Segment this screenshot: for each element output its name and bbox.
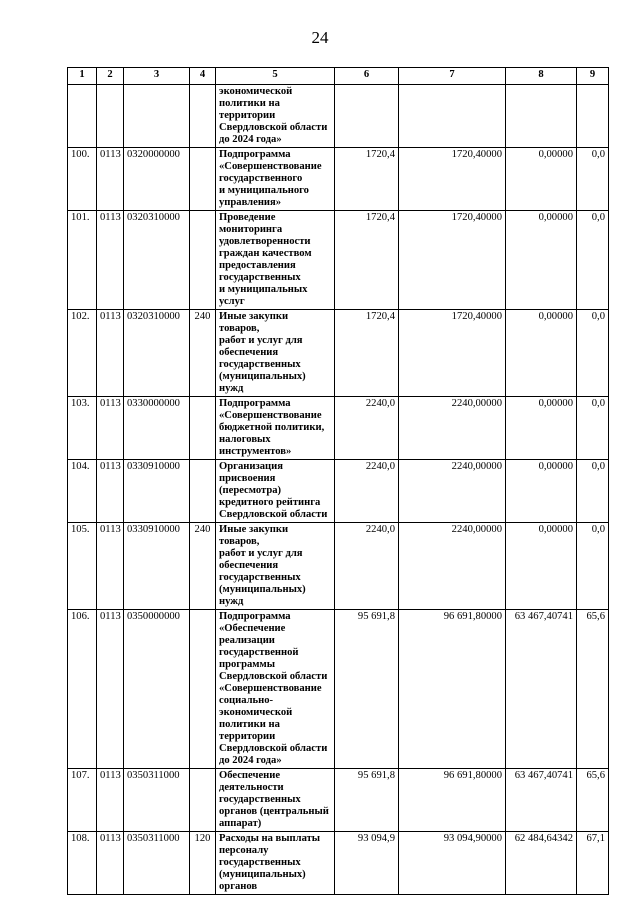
executed-amount-cell: 0,00000 bbox=[506, 397, 577, 460]
row-number-cell: 106. bbox=[68, 610, 97, 769]
adjusted-amount-cell: 93 094,90000 bbox=[399, 832, 506, 895]
name-line: «Совершенствование bbox=[219, 683, 322, 694]
table-row bbox=[68, 769, 609, 832]
expense-type-cell bbox=[190, 460, 216, 523]
name-line: государственной bbox=[219, 647, 299, 658]
executed-amount-cell: 0,00000 bbox=[506, 523, 577, 610]
execution-percent-cell: 0,0 bbox=[577, 460, 609, 523]
name-line: присвоения bbox=[219, 473, 276, 484]
section-cell: 0113 bbox=[97, 148, 124, 211]
expense-type-cell: 240 bbox=[190, 310, 216, 397]
name-cell bbox=[216, 310, 335, 397]
executed-amount-cell: 63 467,40741 bbox=[506, 769, 577, 832]
row-number-cell: 105. bbox=[68, 523, 97, 610]
budget-table bbox=[67, 67, 609, 895]
executed-amount-cell: 63 467,40741 bbox=[506, 610, 577, 769]
execution-percent-cell: 65,6 bbox=[577, 769, 609, 832]
name-line: социально- bbox=[219, 695, 274, 706]
name-line: (пересмотра) bbox=[219, 485, 282, 496]
planned-amount-cell: 2240,0 bbox=[335, 523, 399, 610]
name-line: кредитного рейтинга bbox=[219, 497, 321, 508]
name-line: обеспечения bbox=[219, 560, 279, 571]
execution-percent-cell: 0,0 bbox=[577, 211, 609, 310]
table-row bbox=[68, 211, 609, 310]
column-header: 1 bbox=[68, 68, 97, 85]
name-cell bbox=[216, 85, 335, 148]
row-number-cell: 108. bbox=[68, 832, 97, 895]
name-line: «Совершенствование bbox=[219, 410, 322, 421]
table-row bbox=[68, 610, 609, 769]
planned-amount-cell: 1720,4 bbox=[335, 211, 399, 310]
table-row bbox=[68, 832, 609, 895]
name-line: и муниципальных услуг bbox=[219, 284, 308, 307]
name-line: бюджетной политики, bbox=[219, 422, 325, 433]
table-row bbox=[68, 460, 609, 523]
name-line: предоставления bbox=[219, 260, 296, 271]
value-cell bbox=[399, 85, 506, 148]
expense-type-cell bbox=[190, 610, 216, 769]
target-article-cell: 0350311000 bbox=[124, 832, 190, 895]
section-cell bbox=[97, 85, 124, 148]
section-cell: 0113 bbox=[97, 310, 124, 397]
execution-percent-cell: 0,0 bbox=[577, 397, 609, 460]
name-line: налоговых bbox=[219, 434, 271, 445]
name-line: Свердловской области bbox=[219, 743, 328, 754]
name-line: работ и услуг для bbox=[219, 335, 303, 346]
target-article-cell: 0330000000 bbox=[124, 397, 190, 460]
section-cell: 0113 bbox=[97, 211, 124, 310]
name-line: мониторинга bbox=[219, 224, 283, 235]
name-line: персоналу bbox=[219, 845, 269, 856]
name-line: политики на территории bbox=[219, 98, 280, 121]
expense-type-cell bbox=[190, 397, 216, 460]
expense-type-cell bbox=[190, 211, 216, 310]
column-header: 8 bbox=[506, 68, 577, 85]
column-header: 6 bbox=[335, 68, 399, 85]
name-line: Подпрограмма bbox=[219, 149, 291, 160]
section-cell: 0113 bbox=[97, 460, 124, 523]
executed-amount-cell: 0,00000 bbox=[506, 211, 577, 310]
name-line: Иные закупки товаров, bbox=[219, 524, 289, 547]
adjusted-amount-cell: 96 691,80000 bbox=[399, 610, 506, 769]
name-line: экономической bbox=[219, 86, 293, 97]
table-row bbox=[68, 148, 609, 211]
name-line: Свердловской области bbox=[219, 509, 328, 520]
table-header-row bbox=[68, 68, 609, 85]
name-line: Расходы на выплаты bbox=[219, 833, 321, 844]
adjusted-amount-cell: 1720,40000 bbox=[399, 310, 506, 397]
name-line: и муниципального bbox=[219, 185, 309, 196]
expense-type-cell bbox=[190, 148, 216, 211]
execution-percent-cell: 0,0 bbox=[577, 310, 609, 397]
table-row bbox=[68, 523, 609, 610]
continuation-row bbox=[68, 85, 609, 148]
execution-percent-cell: 67,1 bbox=[577, 832, 609, 895]
name-cell bbox=[216, 460, 335, 523]
planned-amount-cell: 1720,4 bbox=[335, 310, 399, 397]
executed-amount-cell: 0,00000 bbox=[506, 460, 577, 523]
expense-type-cell bbox=[190, 85, 216, 148]
name-line: обеспечения bbox=[219, 347, 279, 358]
executed-amount-cell: 62 484,64342 bbox=[506, 832, 577, 895]
expense-type-cell: 240 bbox=[190, 523, 216, 610]
column-header: 4 bbox=[190, 68, 216, 85]
name-line: (муниципальных) нужд bbox=[219, 371, 306, 394]
column-header: 9 bbox=[577, 68, 609, 85]
table-body bbox=[68, 85, 609, 895]
name-line: программы bbox=[219, 659, 275, 670]
target-article-cell bbox=[124, 85, 190, 148]
expense-type-cell: 120 bbox=[190, 832, 216, 895]
planned-amount-cell: 1720,4 bbox=[335, 148, 399, 211]
name-line: государственного bbox=[219, 173, 303, 184]
adjusted-amount-cell: 2240,00000 bbox=[399, 397, 506, 460]
name-line: реализации bbox=[219, 635, 275, 646]
name-line: органов bbox=[219, 881, 258, 892]
expense-type-cell bbox=[190, 769, 216, 832]
section-cell: 0113 bbox=[97, 523, 124, 610]
executed-amount-cell: 0,00000 bbox=[506, 310, 577, 397]
name-cell bbox=[216, 211, 335, 310]
name-line: государственных bbox=[219, 272, 301, 283]
section-cell: 0113 bbox=[97, 769, 124, 832]
name-line: управления» bbox=[219, 197, 282, 208]
adjusted-amount-cell: 1720,40000 bbox=[399, 148, 506, 211]
value-cell bbox=[577, 85, 609, 148]
name-line: Подпрограмма bbox=[219, 611, 291, 622]
name-line: до 2024 года» bbox=[219, 134, 282, 145]
column-header: 7 bbox=[399, 68, 506, 85]
adjusted-amount-cell: 1720,40000 bbox=[399, 211, 506, 310]
planned-amount-cell: 2240,0 bbox=[335, 397, 399, 460]
section-cell: 0113 bbox=[97, 610, 124, 769]
name-line: Свердловской области bbox=[219, 671, 328, 682]
name-line: Организация bbox=[219, 461, 283, 472]
planned-amount-cell: 95 691,8 bbox=[335, 769, 399, 832]
row-number-cell: 103. bbox=[68, 397, 97, 460]
table-row bbox=[68, 397, 609, 460]
name-line: политики на территории bbox=[219, 719, 280, 742]
name-line: государственных bbox=[219, 857, 301, 868]
target-article-cell: 0320310000 bbox=[124, 310, 190, 397]
name-cell bbox=[216, 832, 335, 895]
row-number-cell: 101. bbox=[68, 211, 97, 310]
name-line: аппарат) bbox=[219, 818, 262, 829]
name-cell bbox=[216, 148, 335, 211]
value-cell bbox=[335, 85, 399, 148]
name-line: инструментов» bbox=[219, 446, 292, 457]
table-row bbox=[68, 310, 609, 397]
name-line: государственных bbox=[219, 794, 301, 805]
target-article-cell: 0320000000 bbox=[124, 148, 190, 211]
row-number-cell bbox=[68, 85, 97, 148]
name-line: работ и услуг для bbox=[219, 548, 303, 559]
page-number: 24 bbox=[311, 28, 329, 47]
name-line: государственных bbox=[219, 359, 301, 370]
name-line: Проведение bbox=[219, 212, 276, 223]
section-cell: 0113 bbox=[97, 397, 124, 460]
adjusted-amount-cell: 2240,00000 bbox=[399, 460, 506, 523]
name-line: Подпрограмма bbox=[219, 398, 291, 409]
column-header: 2 bbox=[97, 68, 124, 85]
column-header: 5 bbox=[216, 68, 335, 85]
name-cell bbox=[216, 769, 335, 832]
target-article-cell: 0320310000 bbox=[124, 211, 190, 310]
execution-percent-cell: 0,0 bbox=[577, 523, 609, 610]
name-line: (муниципальных) bbox=[219, 869, 306, 880]
row-number-cell: 102. bbox=[68, 310, 97, 397]
name-line: Иные закупки товаров, bbox=[219, 311, 289, 334]
name-cell bbox=[216, 523, 335, 610]
name-line: (муниципальных) нужд bbox=[219, 584, 306, 607]
planned-amount-cell: 95 691,8 bbox=[335, 610, 399, 769]
target-article-cell: 0350000000 bbox=[124, 610, 190, 769]
column-header: 3 bbox=[124, 68, 190, 85]
name-line: деятельности bbox=[219, 782, 284, 793]
name-line: государственных bbox=[219, 572, 301, 583]
name-line: Свердловской области bbox=[219, 122, 328, 133]
adjusted-amount-cell: 96 691,80000 bbox=[399, 769, 506, 832]
row-number-cell: 107. bbox=[68, 769, 97, 832]
executed-amount-cell: 0,00000 bbox=[506, 148, 577, 211]
target-article-cell: 0330910000 bbox=[124, 460, 190, 523]
name-line: экономической bbox=[219, 707, 293, 718]
name-line: Обеспечение bbox=[219, 770, 281, 781]
execution-percent-cell: 0,0 bbox=[577, 148, 609, 211]
target-article-cell: 0350311000 bbox=[124, 769, 190, 832]
name-line: «Совершенствование bbox=[219, 161, 322, 172]
name-line: «Обеспечение bbox=[219, 623, 286, 634]
name-cell bbox=[216, 610, 335, 769]
execution-percent-cell: 65,6 bbox=[577, 610, 609, 769]
planned-amount-cell: 2240,0 bbox=[335, 460, 399, 523]
row-number-cell: 104. bbox=[68, 460, 97, 523]
name-cell bbox=[216, 397, 335, 460]
name-line: удовлетворенности bbox=[219, 236, 311, 247]
name-line: граждан качеством bbox=[219, 248, 312, 259]
adjusted-amount-cell: 2240,00000 bbox=[399, 523, 506, 610]
planned-amount-cell: 93 094,9 bbox=[335, 832, 399, 895]
target-article-cell: 0330910000 bbox=[124, 523, 190, 610]
section-cell: 0113 bbox=[97, 832, 124, 895]
name-line: до 2024 года» bbox=[219, 755, 282, 766]
name-line: органов (центральный bbox=[219, 806, 329, 817]
value-cell bbox=[506, 85, 577, 148]
row-number-cell: 100. bbox=[68, 148, 97, 211]
